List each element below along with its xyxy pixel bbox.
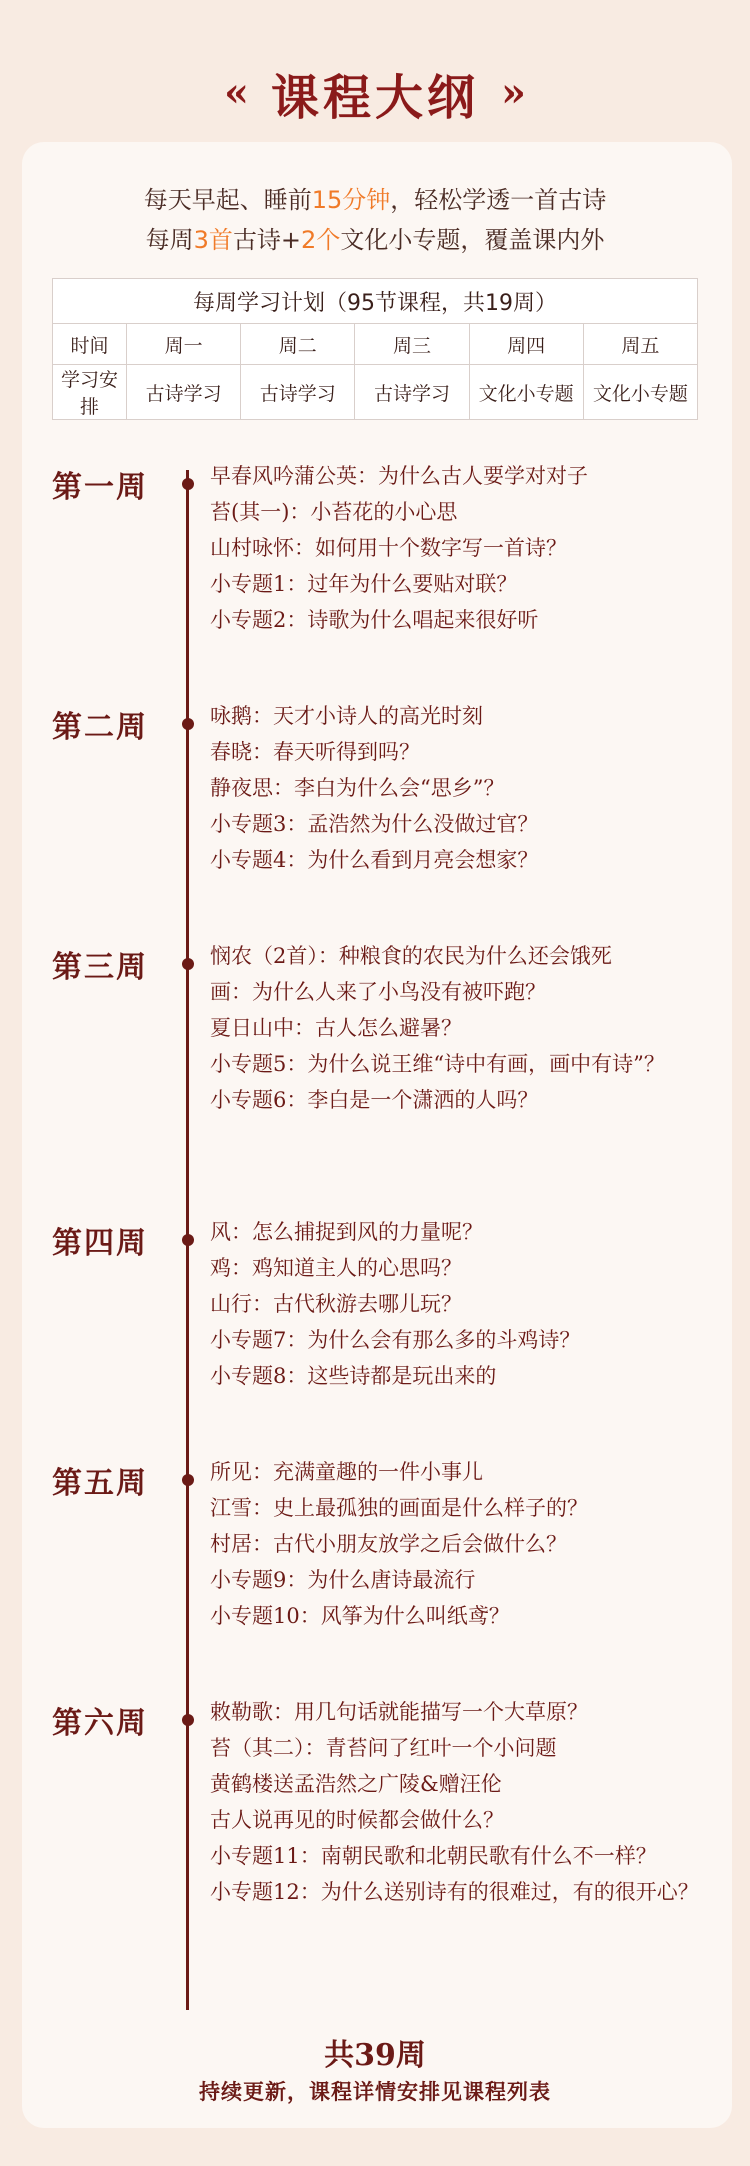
double-chevron-right-icon: » <box>501 69 526 116</box>
list-item <box>210 1358 710 1394</box>
item-text: 小专题8：这些诗都是玩出来的 <box>210 1364 497 1388</box>
item-text: 苔(其一)：小苔花的小心思 <box>210 500 458 524</box>
timeline-dot <box>182 1234 194 1246</box>
list-item <box>210 1766 710 1802</box>
item-text: 悯农（2首）：种粮食的农民为什么还会饿死 <box>210 944 612 968</box>
list-item <box>210 734 710 770</box>
table-cell: 古诗学习 <box>241 365 355 420</box>
timeline-dot <box>182 958 194 970</box>
item-text: 古人说再见的时候都会做什么？ <box>210 1808 504 1832</box>
table-cell: 文化小专题 <box>583 365 697 420</box>
list-item <box>210 806 710 842</box>
intro-highlight: 2个 <box>301 226 341 254</box>
week-label: 第六周 <box>52 1706 148 1741</box>
footer-note: 持续更新，课程详情安排见课程列表 <box>199 2079 551 2104</box>
list-item <box>210 1010 710 1046</box>
list-item <box>210 1454 710 1490</box>
intro-highlight: 15分钟 <box>311 186 391 214</box>
intro-text: 古诗+ <box>232 226 302 254</box>
table-header-cell: 周一 <box>127 324 241 365</box>
item-text: 小专题3：孟浩然为什么没做过官？ <box>210 812 539 836</box>
list-item <box>210 1874 710 1910</box>
table-header-cell: 时间 <box>53 324 127 365</box>
list-item <box>210 1838 710 1874</box>
table-header-cell: 周四 <box>469 324 583 365</box>
item-text: 小专题7：为什么会有那么多的斗鸡诗？ <box>210 1328 581 1352</box>
week-items <box>210 938 710 1118</box>
item-text: 山行：古代秋游去哪儿玩？ <box>210 1292 462 1316</box>
item-text: 小专题1：过年为什么要贴对联？ <box>210 572 518 596</box>
list-item <box>210 1562 710 1598</box>
week-label: 第二周 <box>52 710 148 745</box>
item-text: 小专题10：风筝为什么叫纸鸢？ <box>210 1604 510 1628</box>
item-prefix: 小专题12： <box>210 1880 321 1904</box>
table-cell: 文化小专题 <box>469 365 583 420</box>
item-text: 早春风吟蒲公英：为什么古人要学对对子 <box>210 464 588 488</box>
week-items <box>210 698 710 878</box>
table-header-cell: 周三 <box>355 324 469 365</box>
timeline-dot <box>182 1474 194 1486</box>
list-item <box>210 530 710 566</box>
intro <box>0 180 750 260</box>
item-prefix: 小专题5： <box>210 1052 308 1076</box>
list-item <box>210 842 710 878</box>
list-item <box>210 1322 710 1358</box>
intro-highlight: 3首 <box>193 226 233 254</box>
item-prefix: 小专题11： <box>210 1844 321 1868</box>
list-item <box>210 1046 710 1082</box>
item-text: 静夜思：李白为什么会“思乡”？ <box>210 776 505 800</box>
intro-text: ，轻松学透一首古诗 <box>390 186 607 214</box>
list-item <box>210 458 710 494</box>
table-cell: 古诗学习 <box>355 365 469 420</box>
list-item <box>210 1250 710 1286</box>
weekly-plan-table <box>52 278 698 420</box>
list-item <box>210 1526 710 1562</box>
item-text: 画：为什么人来了小鸟没有被吓跑？ <box>210 980 546 1004</box>
plan-caption: 每周学习计划（95节课程，共19周） <box>53 279 698 324</box>
intro-text: 每周 <box>145 226 194 254</box>
total-weeks: 共39周 <box>324 2038 426 2073</box>
week-items <box>210 1694 710 1910</box>
list-item <box>210 602 710 638</box>
list-item <box>210 1802 710 1838</box>
intro-text: 文化小专题，覆盖课内外 <box>340 226 605 254</box>
list-item <box>210 938 710 974</box>
list-item <box>210 1694 710 1730</box>
list-item <box>210 1598 710 1634</box>
item-text: 黄鹤楼送孟浩然之广陵&赠汪伦 <box>210 1772 502 1796</box>
item-text: 春晓：春天听得到吗？ <box>210 740 420 764</box>
week-label: 第四周 <box>52 1226 148 1261</box>
item-text: 小专题2：诗歌为什么唱起来很好听 <box>210 608 539 632</box>
table-header-cell: 周二 <box>241 324 355 365</box>
week-items <box>210 458 710 638</box>
list-item <box>210 770 710 806</box>
list-item <box>210 566 710 602</box>
week-items <box>210 1454 710 1634</box>
item-text: 夏日山中：古人怎么避暑？ <box>210 1016 462 1040</box>
table-cell: 学习安排 <box>53 365 127 420</box>
item-text: 鸡：鸡知道主人的心思吗？ <box>210 1256 462 1280</box>
table-header-cell: 周五 <box>583 324 697 365</box>
double-chevron-left-icon: « <box>223 69 249 116</box>
week-label: 第三周 <box>52 950 148 985</box>
list-item <box>210 1286 710 1322</box>
header <box>0 58 750 128</box>
item-text: 敕勒歌：用几句话就能描写一个大草原？ <box>210 1700 588 1724</box>
item-text: 咏鹅：天才小诗人的高光时刻 <box>210 704 483 728</box>
week-label: 第一周 <box>52 470 148 505</box>
item-text: 苔（其二）：青苔问了红叶一个小问题 <box>210 1736 557 1760</box>
item-text: 村居：古代小朋友放学之后会做什么？ <box>210 1532 567 1556</box>
item-text: 小专题4：为什么看到月亮会想家？ <box>210 848 539 872</box>
item-text: 南朝民歌和北朝民歌有什么不一样？ <box>320 1844 657 1868</box>
table-cell: 古诗学习 <box>127 365 241 420</box>
intro-text: 每天早起、睡前 <box>143 186 312 214</box>
list-item <box>210 1082 710 1118</box>
item-text: 风：怎么捕捉到风的力量呢？ <box>210 1220 483 1244</box>
page-title: 课程大纲 <box>270 69 479 126</box>
list-item <box>210 494 710 530</box>
item-text: 小专题9：为什么唐诗最流行 <box>210 1568 476 1592</box>
timeline-dot <box>182 718 194 730</box>
list-item <box>210 1214 710 1250</box>
intro-line-1 <box>0 180 750 220</box>
item-text: 江雪：史上最孤独的画面是什么样子的？ <box>210 1496 588 1520</box>
timeline-dot <box>182 1714 194 1726</box>
list-item <box>210 974 710 1010</box>
list-item <box>210 1730 710 1766</box>
week-items <box>210 1214 710 1394</box>
week-label: 第五周 <box>52 1466 148 1501</box>
timeline-dot <box>182 478 194 490</box>
list-item <box>210 1490 710 1526</box>
item-text: 为什么送别诗有的很难过，有的很开心？ <box>320 1880 699 1904</box>
item-text: 小专题6：李白是一个潇洒的人吗？ <box>210 1088 539 1112</box>
intro-line-2 <box>0 220 750 260</box>
item-text: 山村咏怀：如何用十个数字写一首诗？ <box>210 536 567 560</box>
item-text: 所见：充满童趣的一件小事儿 <box>210 1460 483 1484</box>
list-item <box>210 698 710 734</box>
item-text: 为什么说王维“诗中有画，画中有诗”？ <box>307 1052 665 1076</box>
